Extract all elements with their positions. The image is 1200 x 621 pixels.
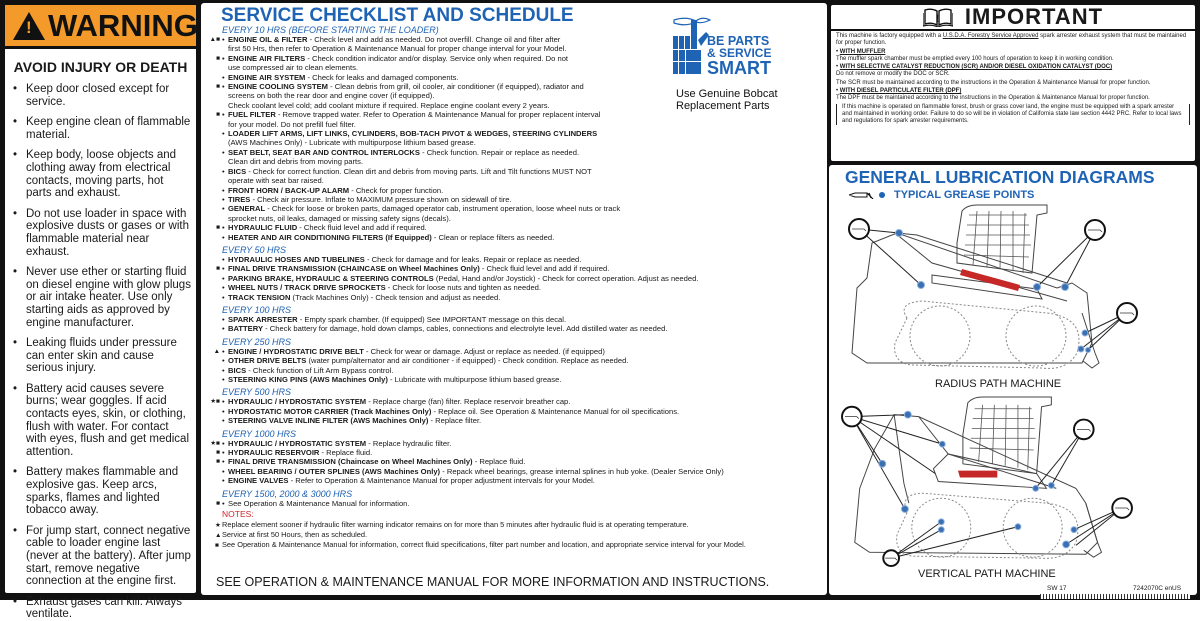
checklist-item [201,407,827,416]
grease-point [901,506,908,513]
checklist-item [201,476,827,485]
warning-triangle-icon: ! [13,12,45,40]
checklist-item-name: TIRES [228,194,251,204]
important-muffler: • WITH MUFFLER The muffler spark chamber must be emptied every 100 hours of operation to keep it in working condition. [836,48,1114,62]
warning-item: • Keep body, loose objects and clothing away from electrical contacts, moving parts, hot parts and exhaust. [13,149,192,199]
logo-caption [676,88,778,112]
bullet: • [222,194,225,204]
checklist-item-continuation: operate with seat bar raised. [228,176,324,186]
svg-text:!: ! [935,13,940,25]
grease-point [918,282,925,289]
warning-item: • Leaking fluids under pressure can enter skin and cause serious injury. [13,337,192,375]
bullet: • [222,82,225,92]
checklist-item [201,148,827,167]
checklist-item [201,397,827,406]
note-mark: ▲ [215,531,222,539]
checklist-item [201,467,827,476]
grease-point [904,411,911,418]
lubrication-panel [829,165,1197,595]
vertical-path-machine-diagram [837,395,1192,567]
checklist-item-name: HYDRAULIC FLUID [228,223,298,233]
checklist-item-text: - Check for wear or damage. Adjust or replace as needed. (if equipped) [363,346,605,356]
checklist-item [201,315,827,324]
checklist-item [201,347,827,356]
checklist-item [201,448,827,457]
checklist-item-name: LOADER LIFT ARMS, LIFT LINKS, CYLINDERS, BOB-TACH PIVOT & WEDGES, STEERING CYLINDERS [228,129,598,139]
checklist-item-text: - Check fluid level and add if required. [479,264,610,274]
checklist-item [201,223,827,232]
important-intro: This machine is factory equipped with a U.S.D.A. Forestry Service Approved spark arrester exhaust system that must be maintained for proper function. [836,33,1187,46]
grease-point [1015,524,1021,530]
checklist-item-name: WHEEL BEARING / OUTER SPLINES (AWS Machines Only) [228,466,441,476]
lubrication-legend [849,189,1034,201]
checklist-item-name: BICS [228,365,247,375]
warning-item: • Never use ether or starting fluid on diesel engine with glow plugs or air intake heater. Use only starting aids as approved by engine manufacturer. [13,266,192,329]
note-marks: ★■ [210,439,220,447]
decal-part-number: 7242070C enUS [1133,585,1182,592]
bullet: • [222,314,225,324]
checklist-item-name: ENGINE OIL & FILTER [228,35,308,44]
checklist-item-text: - Remove trapped water. Refer to Operation & Maintenance Manual for proper replacent interval [275,110,601,120]
logo-line-1: BE PARTS [707,34,770,48]
schedule-interval-heading: EVERY 500 HRS [222,387,292,398]
warning-item: • Do not use loader in space with explosive dusts or gases or with flammable material near exhaust. [13,208,192,258]
important-panel [829,3,1197,163]
checklist-item-text: - Check function of Lift Arm Bypass control. [246,365,394,375]
note-text: Service at first 50 Hours, then as scheduled. [222,529,368,539]
warning-title: WARNING [48,7,198,43]
bullet: • [222,365,225,375]
checklist-item [201,416,827,425]
grease-point [1086,348,1091,353]
warning-panel [3,3,198,621]
grease-point [1034,284,1041,291]
checklist-item-text: (Pedal, Hand and/or Joystick) - Check for correct operation. Adjust as needed. [433,273,699,283]
checklist-item-continuation: Check coolant level cold; add coolant mixture if required. Replace engine coolant every 2 years. [228,100,550,110]
checklist-item-continuation: first 50 Hrs, then refer to Operation & Maintenance Manual for proper change interval for your Model. [228,44,567,54]
checklist-item [201,233,827,242]
checklist-item-continuation: screens on both the rear door and engine cover (if equipped). [228,91,435,101]
checklist-item-name: SEAT BELT, SEAT BAR AND CONTROL INTERLOCKS [228,147,420,157]
checklist-item-name: ENGINE AIR SYSTEM [228,72,306,82]
checklist-item-text: - Check fluid level and add if required. [297,223,427,233]
bullet: • [222,466,225,476]
checklist-item-continuation: (AWS Machines Only) - Lubricate with multipurpose lithium based grease. [228,138,476,148]
checklist-item-text: (water pump/alternator and air conditioner - if equipped) - Check condition. Replace as needed. [306,356,629,366]
bullet: • [222,406,225,416]
logo-line-2: & SERVICE [707,46,772,60]
checklist-item-name: STEERING VALVE INLINE FILTER (AWS Machines Only) [228,416,429,426]
service-footer: SEE OPERATION & MAINTENANCE MANUAL FOR MORE INFORMATION AND INSTRUCTIONS. [216,575,770,589]
bullet: • [222,438,225,448]
checklist-item-name: ENGINE / HYDROSTATIC DRIVE BELT [228,346,364,356]
note-item [201,520,827,530]
logo-caption-line-2: Replacement Parts [676,100,770,112]
bullet: • [222,53,225,63]
note-marks: ★■ [210,398,220,406]
checklist-item-name: TRACK TENSION [228,292,291,302]
bullet: • [222,273,225,283]
important-scr-2: The SCR must be maintained according to the instructions in the Operation & Maintenance Manual for proper function. [836,79,1151,86]
checklist-item-name: FINAL DRIVE TRANSMISSION (CHAINCASE on Wheel Machines Only) [228,264,480,274]
checklist-item-text: - Check for correct function. Clean dirt and debris from moving parts. Lift and Tilt functions MUST NOT [246,166,592,176]
checklist-item [201,110,827,129]
checklist-item-name: BICS [228,166,247,176]
checklist-item-text: - Repack wheel bearings, grease internal splines in hub yoke. (Dealer Service Only) [440,466,724,476]
checklist-item-text: - Check condition indicator and/or display. Service only when required. Do not [305,53,569,63]
checklist-item [201,186,827,195]
checklist-item-text: - Lubricate with multipurpose lithium based grease. [387,375,562,384]
bullet: • [222,72,225,82]
checklist-item-name: BATTERY [228,324,264,334]
checklist-item-name: STEERING KING PINS (AWS Machines Only) [228,375,388,384]
checklist-item [201,499,827,508]
checklist-item-name: ENGINE VALVES [228,476,289,486]
lift-cylinder [958,471,997,478]
schedule-interval-heading: EVERY 100 HRS [222,304,292,315]
grease-point [1033,485,1039,491]
note-marks: ■ [216,449,220,457]
schedule-interval-heading: EVERY 1500, 2000 & 3000 HRS [222,488,353,499]
checklist-item-name: HYDROSTATIC MOTOR CARRIER (Track Machines Only) [228,406,432,416]
bullet: • [222,498,225,508]
bullet: • [222,185,225,195]
checklist-item [201,167,827,186]
radius-path-caption: RADIUS PATH MACHINE [935,378,1062,390]
checklist-item-text: - Replace charge (fan) filter. Replace reservoir breather cap. [366,397,571,407]
checklist-item-name: HYDRAULIC HOSES AND TUBELINES [228,254,365,264]
grease-point [1063,541,1070,548]
vertical-path-caption: VERTICAL PATH MACHINE [918,568,1056,580]
checklist-item-name: WHEEL NUTS / TRACK DRIVE SPROCKETS [228,283,386,293]
grease-point [1062,284,1069,291]
note-marks: ■ [216,458,220,466]
grease-point [1048,482,1054,488]
checklist-item-text: - Check for loose nuts and tighten as needed. [385,283,542,293]
note-mark: ★ [215,521,221,529]
checklist-item-text: - Clean debris from grill, oil cooler, air conditioner (if equipped), radiator and [328,82,584,92]
important-header [831,5,1195,31]
warning-item: • Battery acid causes severe burns; wear goggles. If acid contacts eyes, skin, or clothing, flush with water. For contact with eyes, flush and get medical attention. [13,383,192,459]
notes-heading: NOTES: [222,509,254,520]
checklist-item-text: - Replace fluid. [472,457,526,467]
note-marks: ▲ [213,347,220,355]
checklist-item [201,129,827,148]
important-california-notice: If this machine is operated on flammable forest, brush or grass cover land, the engine must be equipped with a spark arrester and maintained in working order. Failure to do so will be in violation of California state law section 4442 PRC. Refer to local laws and regulations for spark arrester requirements. [836,104,1190,125]
important-body [831,31,1195,127]
checklist-item [201,274,827,283]
checklist-item-name: GENERAL [228,204,266,214]
grease-point-dot-icon [879,192,885,198]
warning-item: • Battery makes flammable and explosive gas. Keep arcs, sparks, flames and lighted tobacco away. [13,466,192,516]
checklist-item-text: - Replace fluid. [319,448,373,458]
bullet: • [222,346,225,356]
checklist-item-text: - Clean or replace filters as needed. [431,232,555,242]
checklist-item [201,356,827,365]
note-marks: ■ [216,111,220,119]
checklist-item-text: See Operation & Maintenance Manual for information. [228,498,410,508]
checklist-item-text: - Replace oil. See Operation & Maintenance Manual for oil specifications. [431,406,680,416]
grease-point [939,441,945,447]
grease-point [1071,527,1077,533]
bullet: • [222,292,225,302]
checklist-item [201,264,827,273]
checklist-item-name: HEATER AND AIR CONDITIONING FILTERS (If Equipped) [228,232,432,242]
schedule-interval-heading: EVERY 10 HRS (BEFORE STARTING THE LOADER) [222,25,439,35]
warning-item: • Exhaust gases can kill. Always ventilate. [13,596,192,621]
warning-item: • Keep engine clean of flammable material. [13,116,192,141]
lubrication-title: GENERAL LUBRICATION DIAGRAMS [845,167,1155,187]
schedule-interval-heading: EVERY 50 HRS [222,244,287,255]
bullet: • [222,166,225,176]
bullet: • [222,283,225,293]
bullet: • [222,375,225,384]
bullet: • [222,223,225,233]
logo-line-3: SMART [707,58,771,76]
checklist-item-continuation: sprocket nuts, oil leaks, damaged or missing safety signs (decals). [228,213,451,223]
warning-subtitle: AVOID INJURY OR DEATH [13,59,188,75]
checklist-item-continuation: for your model. Do not prefill fuel filter. [228,119,356,129]
note-item [201,540,827,550]
checklist-item-text: (Track Machines Only) - Check tension and adjust as needed. [290,292,501,302]
bullet: • [222,147,225,157]
checklist-item [201,439,827,448]
checklist-item-name: FUEL FILTER [228,110,276,120]
note-marks: ■ [216,224,220,232]
note-item [201,530,827,540]
checklist-item-text: - Check battery for damage, hold down clamps, cables, connections and electrolyte level. Add distilled water as needed. [263,324,668,334]
be-parts-smart-logo [672,16,772,76]
bullet: • [222,448,225,458]
checklist-item-name: ENGINE AIR FILTERS [228,53,306,63]
checklist-item-continuation: use compressed air to clean elements. [228,63,359,73]
warning-item: • Keep door closed except for service. [13,83,192,108]
checklist-item-text: - Empty spark chamber. (If equipped) See IMPORTANT message on this decal. [297,314,567,324]
checklist-item-text: - Check for loose or broken parts, damaged operator cab, instrument operation, loose wheel nuts or track [265,204,621,214]
note-text: See Operation & Maintenance Manual for information, correct fluid specifications, filter part number and location, and appropriate service interval for your Model. [222,539,746,549]
important-scr: • WITH SELECTIVE CATALYST REDUCTION (SCR) AND/OR DIESEL OXIDATION CATALYST (DOC) Do not remove or modify the DOC or SCR. [836,64,1113,77]
checklist-item-name: PARKING BRAKE, HYDRAULIC & STEERING CONTROLS [228,273,434,283]
checklist-item [201,195,827,204]
note-mark: ■ [215,541,219,549]
checklist-item-text: - Check for leaks and damaged components. [305,72,459,82]
checklist-item [201,204,827,223]
checklist-item-text: - Check for proper function. [349,185,444,195]
checklist-item-continuation: Clean dirt and debris from moving parts. [228,157,364,167]
bullet: • [222,232,225,242]
warning-list [5,83,196,621]
note-marks: ■ [216,499,220,507]
checklist-item-name: FRONT HORN / BACK-UP ALARM [228,185,350,195]
bullet: • [222,457,225,467]
grease-point [896,230,903,237]
checklist-item-text: - Check function. Repair or replace as needed. [419,147,580,157]
checklist-item-name: HYDRAULIC / HYDROSTATIC SYSTEM [228,438,367,448]
schedule-interval-heading: EVERY 1000 HRS [222,428,297,439]
bullet: • [222,204,225,214]
bullet: • [222,129,225,139]
checklist-item-text: - Refer to Operation & Maintenance Manual for proper adjustment intervals for your Model. [288,476,595,486]
warning-header [5,5,196,49]
radius-path-machine-diagram [837,203,1192,375]
logo-caption-line-1: Use Genuine Bobcat [676,88,778,100]
bullet: • [222,476,225,486]
grease-point [1082,330,1088,336]
checklist-item [201,255,827,264]
note-text: Replace element sooner if hydraulic filter warning indicator remains on for more than 5 minutes after hydraulic fluid is at operating temperature. [222,519,689,529]
important-title: IMPORTANT [964,4,1104,29]
warning-item: • For jump start, connect negative cable to loader engine last (never at the battery). After jump start, remove negative connection at the engine first. [13,525,192,588]
service-title: SERVICE CHECKLIST AND SCHEDULE [221,5,574,26]
note-marks: ■ [216,54,220,62]
important-dpf: • WITH DIESEL PARTICULATE FILTER (DPF) The DPF must be maintained according to the instructions in the Operation & Maintenance Manual for proper function. [836,88,1150,101]
checklist-item [201,293,827,302]
note-marks: ■ [216,83,220,91]
grease-point [879,460,886,467]
decal-code: SW 17 [1047,585,1067,592]
note-marks: ▲■ [209,36,220,43]
bullet: • [222,110,225,120]
checklist-item-text: - Replace filter. [428,416,482,426]
grease-gun-icon [849,191,875,199]
manual-book-icon [923,7,953,27]
note-marks: ■ [216,265,220,273]
grease-point [938,519,944,525]
bullet: • [222,356,225,366]
bullet: • [222,324,225,334]
bullet: • [222,35,225,44]
bullet: • [222,264,225,274]
checklist-item [201,457,827,466]
barcode [1040,594,1190,599]
checklist-item-name: HYDRAULIC / HYDROSTATIC SYSTEM [228,397,367,407]
checklist-item [201,375,827,384]
bullet: • [222,254,225,264]
grease-point [938,527,944,533]
checklist-item-text: - Replace hydraulic filter. [366,438,452,448]
schedule-interval-heading: EVERY 250 HRS [222,336,292,347]
checklist-item-text: - Check air pressure. Inflate to MAXIMUM pressure shown on sidewall of tire. [250,194,512,204]
checklist-item [201,324,827,333]
checklist-item-name: FINAL DRIVE TRANSMISSION (Chaincase on Wheel Machines Only) [228,457,473,467]
checklist-item-name: OTHER DRIVE BELTS [228,356,307,366]
grease-point [1078,346,1084,352]
checklist-item-name: HYDRAULIC RESERVOIR [228,448,320,458]
checklist-item-name: SPARK ARRESTER [228,314,298,324]
bullet: • [222,397,225,407]
checklist-item [201,366,827,375]
bullet: • [222,416,225,426]
checklist-item-text: - Check level and add as needed. Do not overfill. Change oil and filter after [307,35,561,44]
checklist-item [201,283,827,292]
checklist-item-text: - Check for damage and for leaks. Repair or replace as needed. [364,254,582,264]
lubrication-legend-label: TYPICAL GREASE POINTS [894,189,1035,201]
checklist-item-name: ENGINE COOLING SYSTEM [228,82,328,92]
